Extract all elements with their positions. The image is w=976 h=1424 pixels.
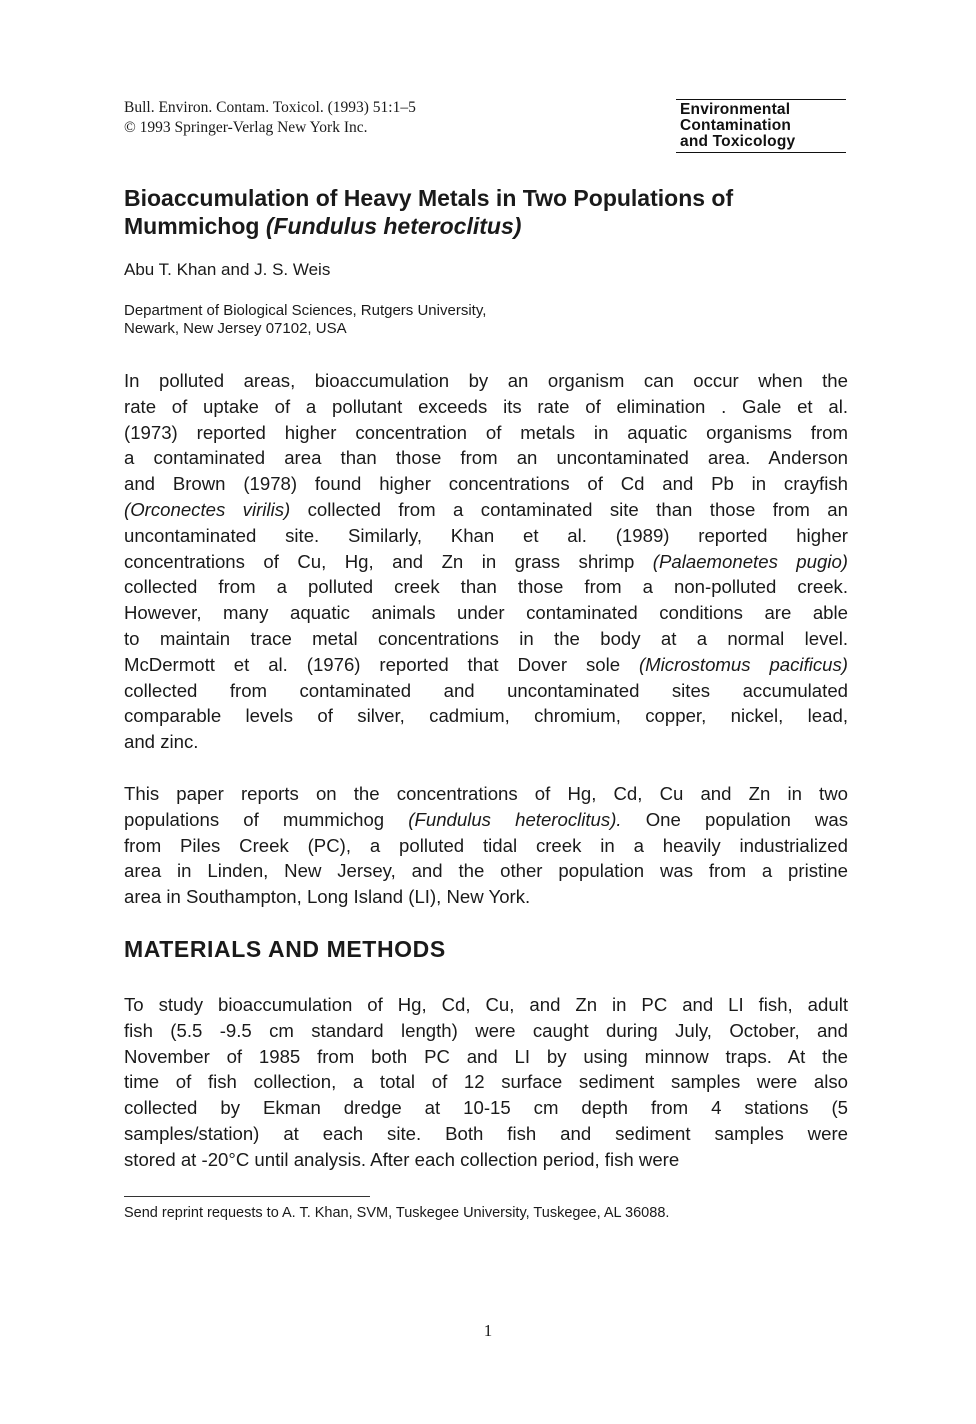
text-line: McDermott et al. (1976) reported that Dover sole (Microstomus pacificus) — [124, 653, 848, 675]
logo-line: and Toxicology — [680, 133, 796, 150]
text-line: This paper reports on the concentrations of Hg, Cd, Cu and Zn in two — [124, 783, 848, 804]
title-text: Mummichog — [124, 213, 260, 239]
species-name: (Fundulus heteroclitus). — [408, 808, 622, 830]
affiliation-line: Department of Biological Sciences, Rutgers University, — [124, 302, 487, 319]
species-name: (Orconectes virilis) — [124, 498, 291, 520]
text-line: However, many aquatic animals under contaminated conditions are able — [124, 602, 848, 624]
author-list: Abu T. Khan and J. S. Weis — [124, 260, 331, 279]
title-species: (Fundulus heteroclitus) — [265, 213, 522, 239]
section-heading: MATERIALS AND METHODS — [124, 936, 446, 962]
text-line: comparable levels of silver, cadmium, chromium, copper, nickel, lead, — [124, 705, 848, 727]
text-line: area in Linden, New Jersey, and the other population was from a pristine — [124, 860, 848, 882]
text-line: and zinc. — [124, 731, 199, 753]
text-line: collected by Ekman dredge at 10-15 cm depth from 4 stations (5 — [124, 1097, 848, 1119]
footnote: Send reprint requests to A. T. Khan, SVM, Tuskegee University, Tuskegee, AL 36088. — [124, 1205, 670, 1221]
text-line: In polluted areas, bioaccumulation by an organism can occur when the — [124, 370, 848, 391]
text-line: time of fish collection, a total of 12 surface sediment samples were also — [124, 1071, 848, 1093]
text-line: stored at -20°C until analysis. After each collection period, fish were — [124, 1148, 680, 1170]
text-line: a contaminated area than those from an uncontaminated area. Anderson — [124, 447, 848, 469]
text-line: collected from a polluted creek than those from a non-polluted creek. — [124, 576, 848, 598]
affiliation — [124, 302, 486, 338]
text-line: from Piles Creek (PC), a polluted tidal creek in a heavily industrialized — [124, 834, 848, 856]
article-title — [124, 184, 864, 240]
journal-citation — [124, 98, 416, 138]
text-line: to maintain trace metal concentrations in the body at a normal level. — [124, 627, 848, 649]
text-line: fish (5.5 -9.5 cm standard length) were caught during July, October, and — [124, 1019, 848, 1041]
page-number: 1 — [483, 1321, 493, 1340]
title-text: Bioaccumulation of Heavy Metals in Two Populations of — [124, 185, 734, 211]
footnote-divider — [124, 1196, 370, 1197]
text-line: (Orconectes virilis) collected from a contaminated site than those from an — [124, 498, 848, 520]
body-paragraph-scope — [124, 781, 848, 910]
logo-line: Contamination — [680, 117, 792, 134]
species-name: (Palaemonetes pugio) — [652, 550, 848, 572]
text-line: collected from contaminated and uncontaminated sites accumulated — [124, 679, 848, 701]
text-line: area in Southampton, Long Island (LI), New York. — [124, 886, 531, 908]
text-line: samples/station) at each site. Both fish and sediment samples were — [124, 1122, 848, 1144]
text-line: rate of uptake of a pollutant exceeds its rate of elimination . Gale et al. — [124, 395, 848, 417]
text-line: uncontaminated site. Similarly, Khan et al. (1989) reported higher — [124, 524, 848, 546]
text-line: (1973) reported higher concentration of metals in aquatic organisms from — [124, 421, 848, 443]
text-line: concentrations of Cu, Hg, and Zn in grass shrimp (Palaemonetes pugio) — [124, 550, 848, 572]
copyright-line: © 1993 Springer-Verlag New York Inc. — [124, 119, 368, 136]
citation-line: Bull. Environ. Contam. Toxicol. (1993) 51:1–5 — [124, 99, 416, 116]
body-paragraph-methods — [124, 992, 848, 1173]
text-line: To study bioaccumulation of Hg, Cd, Cu, and Zn in PC and LI fish, adult — [124, 994, 848, 1015]
journal-logo — [676, 99, 846, 153]
text-line: and Brown (1978) found higher concentrations of Cd and Pb in crayfish — [124, 473, 848, 495]
body-paragraph-introduction — [124, 368, 848, 755]
text-line: populations of mummichog (Fundulus heteroclitus). One population was — [124, 808, 848, 830]
logo-line: Environmental — [680, 101, 791, 118]
text-line: November of 1985 from both PC and LI by using minnow traps. At the — [124, 1045, 848, 1067]
affiliation-line: Newark, New Jersey 07102, USA — [124, 320, 347, 337]
species-name: (Microstomus pacificus) — [638, 653, 848, 675]
